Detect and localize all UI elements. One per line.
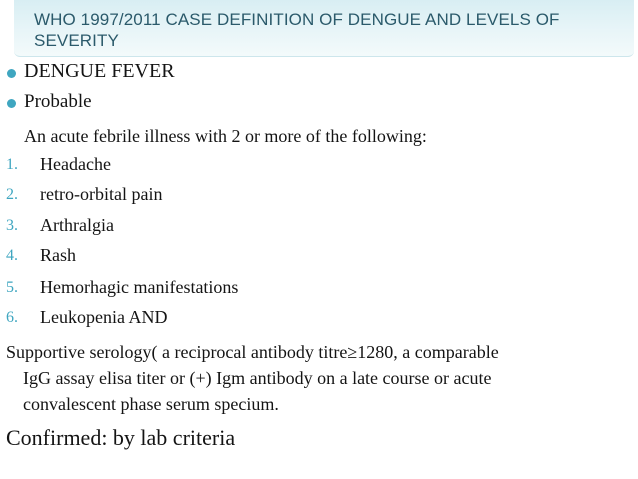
serology-line: IgG assay elisa titer or (+) Igm antibody on a late course or acute — [23, 368, 492, 388]
bullet-dot-icon — [7, 99, 16, 108]
serology-paragraph — [6, 339, 632, 417]
list-text: Arthralgia — [40, 215, 114, 235]
list-number: 5. — [6, 279, 18, 296]
list-number: 2. — [6, 186, 18, 203]
bullet-text: DENGUE FEVER — [24, 60, 175, 82]
bullet-dot-icon — [7, 69, 16, 78]
intro-text: An acute febrile illness with 2 or more of the following: — [24, 126, 427, 146]
list-text: Rash — [40, 245, 76, 265]
list-text: Leukopenia AND — [40, 307, 168, 327]
slide-title: WHO 1997/2011 CASE DEFINITION OF DENGUE AND LEVELS OF SEVERITY — [34, 10, 560, 50]
serology-line: Supportive serology( a reciprocal antibody titre≥1280, a comparable — [6, 342, 499, 362]
confirmed-text: Confirmed: by lab criteria — [6, 425, 236, 450]
bullet-text: Probable — [24, 91, 92, 112]
list-number: 4. — [6, 247, 18, 264]
list-text: Hemorhagic manifestations — [40, 277, 239, 297]
list-text: Headache — [40, 154, 111, 174]
list-text: retro-orbital pain — [40, 184, 163, 204]
list-number: 3. — [6, 217, 18, 234]
list-number: 1. — [6, 156, 18, 173]
list-number: 6. — [6, 309, 18, 326]
serology-line: convalescent phase serum specium. — [23, 394, 279, 414]
